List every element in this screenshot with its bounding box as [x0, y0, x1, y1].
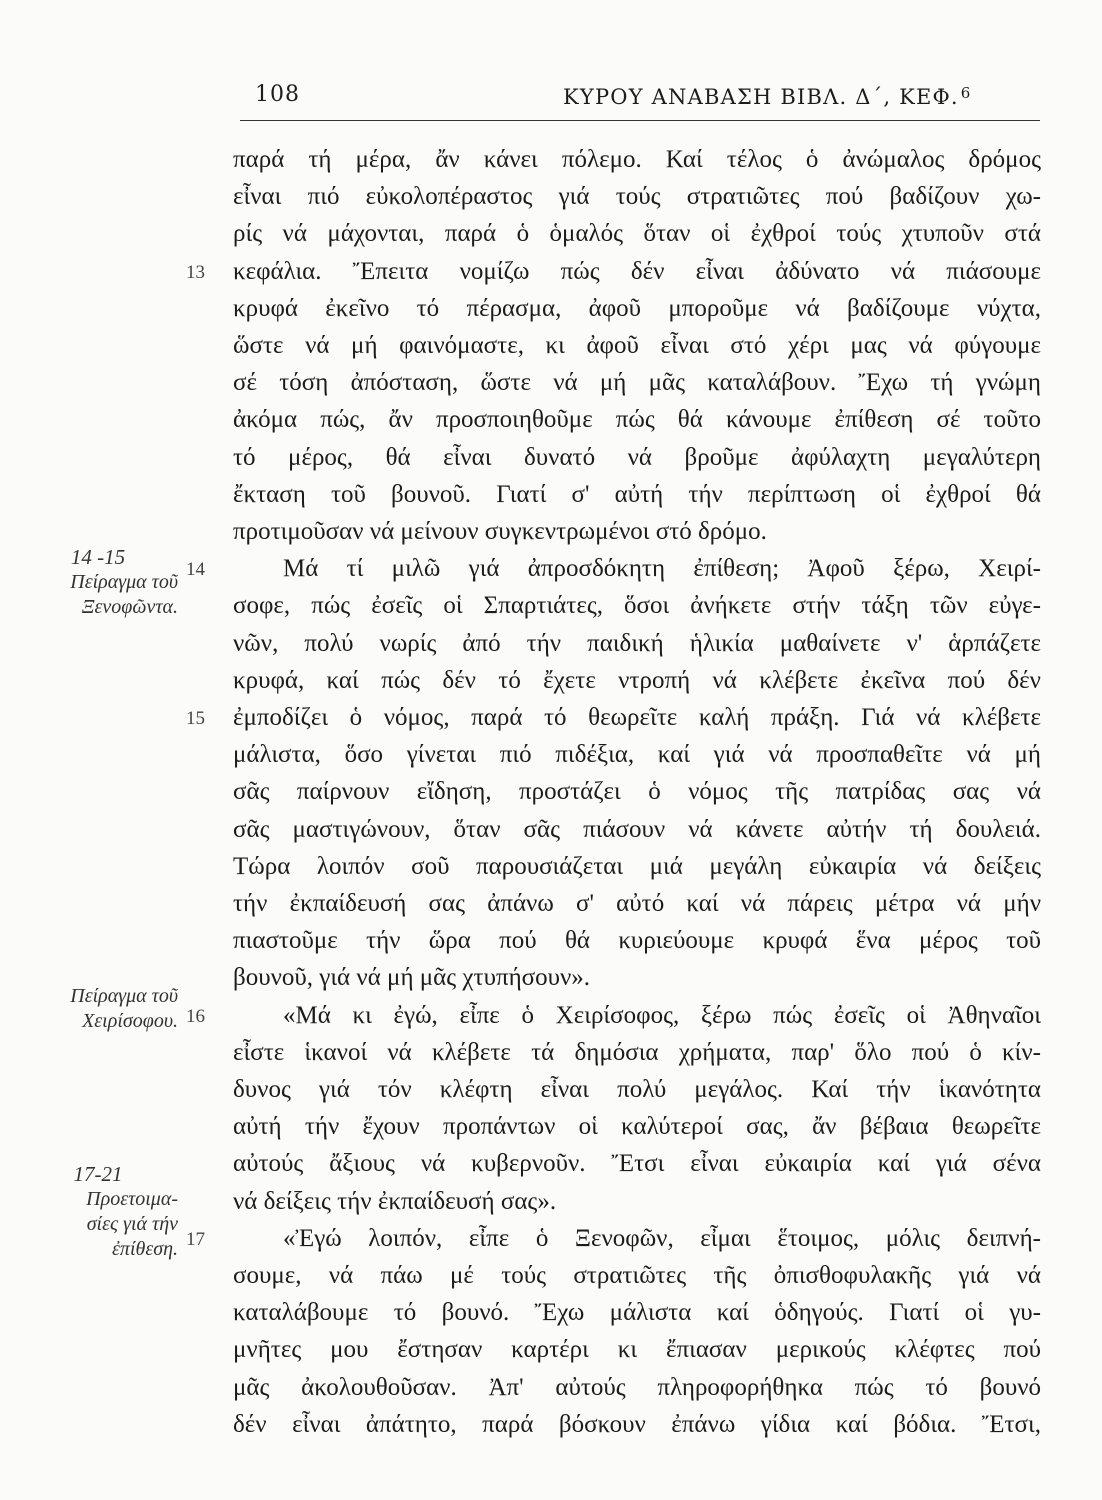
body-line: Μά τί μιλῶ γιά ἀπροσδόκητη ἐπίθεση; Ἀφοῦ ξέρω, Χειρί- [283, 555, 1041, 583]
body-line: σέ τόση ἀπόσταση, ὥστε νά μή μᾶς καταλάβουν. Ἔχω τή γνώμη [233, 369, 1041, 397]
header-rule [240, 120, 1040, 121]
body-line: ἀκόμα πώς, ἄν προσποιηθοῦμε πώς θά κάνουμε ἐπίθεση σέ τοῦτο [233, 406, 1041, 434]
section-number: 15 [186, 708, 205, 729]
running-title [563, 84, 972, 109]
body-line: προτιμοῦσαν νά μείνουν συγκεντρωμένοι στό δρόμο. [233, 518, 767, 545]
body-line: αὐτή τήν ἔχουν προπάντων οἱ καλύτεροί σας, ἄν βέβαια θεωρεῖτε [233, 1113, 1041, 1141]
side-note-range: 14 -15 [70, 545, 126, 569]
body-line: σουμε, νά πάω μέ τούς στρατιῶτες τῆς ὀπισθοφυλακῆς γιά νά [233, 1262, 1041, 1289]
section-number: 13 [186, 261, 205, 283]
body-line: νῶν, πολύ νωρίς ἀπό τήν παιδική ἡλικία μαθαίνετε ν' ἁρπάζετε [233, 629, 1041, 657]
body-line: σᾶς παίρνουν εἴδηση, προστάζει ὁ νόμος τῆς πατρίδας σας νά [233, 778, 1041, 806]
side-note-line: Πείραγμα τοῦ [70, 571, 178, 593]
side-note-teasing-xenophon [18, 545, 178, 620]
body-line: βουνοῦ, γιά νά μή μᾶς χτυπήσουν». [233, 964, 591, 992]
body-line: τό μέρος, θά εἶναι δυνατό νά βροῦμε ἀφύλαχτη μεγαλύτερη [233, 443, 1041, 471]
body-line: μᾶς ἀκολουθοῦσαν. Ἀπ' αὐτούς πληροφορήθηκα πώς τό βουνό [233, 1373, 1041, 1401]
side-note-line: Χειρίσοφου. [82, 1010, 178, 1032]
body-line: τήν ἐκπαίδευσή σας ἀπάνω σ' αὐτό καί νά πάρεις μέτρα νά μήν [233, 890, 1041, 917]
side-note-line: Ξενοφῶντα. [81, 596, 178, 618]
body-line: νά δείξεις τήν ἐκπαίδευσή σας». [233, 1187, 557, 1215]
section-number: 14 [186, 559, 205, 581]
side-note-teasing-cheirisophus [18, 984, 178, 1034]
body-line: μνῆτες μου ἔστησαν καρτέρι κι ἔπιασαν μερικούς κλέφτες πού [233, 1336, 1041, 1364]
body-line: ρίς νά μάχονται, παρά ὁ ὁμαλός ὅταν οἱ ἐχθροί τούς χτυποῦν στά [233, 220, 1041, 248]
page-number: 108 [255, 82, 300, 107]
body-line: κρυφά ἐκεῖνο τό πέρασμα, ἀφοῦ μποροῦμε νά βαδίζουμε νύχτα, [233, 294, 1041, 322]
body-line: σᾶς μαστιγώνουν, ὅταν σᾶς πιάσουν νά κάνετε αὐτήν τή δουλειά. [233, 815, 1041, 843]
side-note-line: Πείραγμα τοῦ [70, 985, 178, 1007]
body-line: Τώρα λοιπόν σοῦ παρουσιάζεται μιά μεγάλη εὐκαιρία νά δείξεις [233, 852, 1041, 880]
running-title-text: ΚΥΡΟΥ ΑΝΑΒΑΣΗ ΒΙΒΛ. Δ΄, ΚΕΦ. [563, 85, 959, 109]
body-line: κρυφά, καί πώς δέν τό ἔχετε ντροπή νά κλέβετε ἐκεῖνα πού δέν [233, 666, 1041, 694]
body-line: αὐτούς ἄξιους νά κυβερνοῦν. Ἔτσι εἶναι εὐκαιρία καί γιά σένα [233, 1150, 1041, 1178]
body-line: πιαστοῦμε τήν ὥρα πού θά κυριεύουμε κρυφά ἕνα μέρος τοῦ [233, 927, 1041, 955]
side-note-line: σίες γιά τήν [86, 1213, 178, 1235]
chapter-number: 6 [960, 84, 972, 102]
body-line: «Μά κι ἐγώ, εἶπε ὁ Χειρίσοφος, ξέρω πώς ἐσεῖς οἱ Ἀθηναῖοι [283, 1001, 1041, 1029]
side-note-line: Προετοιμα- [86, 1188, 178, 1210]
body-line: εἶναι πιό εὐκολοπέραστος γιά τούς στρατιῶτες πού βαδίζουν χω- [233, 183, 1041, 211]
body-line: μάλιστα, ὅσο γίνεται πιό πιδέξια, καί γιά νά προσπαθεῖτε νά μή [233, 741, 1041, 769]
body-line: ὥστε νά μή φαινόμαστε, κι ἀφοῦ εἶναι στό χέρι μας νά φύγουμε [233, 332, 1041, 359]
body-line: καταλάβουμε τό βουνό. Ἔχω μάλιστα καί ὁδηγούς. Γιατί οἱ γυ- [233, 1299, 1041, 1327]
body-line: παρά τή μέρα, ἄν κάνει πόλεμο. Καί τέλος ὁ ἀνώμαλος δρόμος [233, 146, 1041, 173]
body-line: δέν εἶναι ἀπάτητο, παρά βόσκουν ἐπάνω γίδια καί βόδια. Ἔτσι, [233, 1410, 1041, 1438]
body-line: «Ἐγώ λοιπόν, εἶπε ὁ Ξενοφῶν, εἶμαι ἕτοιμος, μόλις δειπνή- [283, 1224, 1041, 1252]
section-number: 16 [186, 1005, 205, 1027]
body-line: εἶστε ἱκανοί νά κλέβετε τά δημόσια χρήματα, παρ' ὅλο πού ὁ κίν- [233, 1038, 1041, 1066]
body-line: σοφε, πώς ἐσεῖς οἱ Σπαρτιάτες, ὅσοι ἀνήκετε στήν τάξη τῶν εὐγε- [233, 592, 1041, 620]
side-note-line: ἐπίθεση. [112, 1238, 178, 1260]
side-note-range: 17-21 [73, 1162, 123, 1186]
side-note-preparations [18, 1162, 178, 1262]
body-line: κεφάλια. Ἔπειτα νομίζω πώς δέν εἶναι ἀδύνατο νά πιάσουμε [233, 257, 1041, 285]
body-line: δυνος γιά τόν κλέφτη εἶναι πολύ μεγάλος. Καί τήν ἱκανότητα [233, 1076, 1041, 1103]
section-number: 17 [186, 1228, 205, 1250]
body-line: ἐμποδίζει ὁ νόμος, παρά τό θεωρεῖτε καλή πράξη. Γιά νά κλέβετε [233, 704, 1041, 731]
body-line: ἔκταση τοῦ βουνοῦ. Γιατί σ' αὐτή τήν περίπτωση οἱ ἐχθροί θά [233, 480, 1041, 508]
